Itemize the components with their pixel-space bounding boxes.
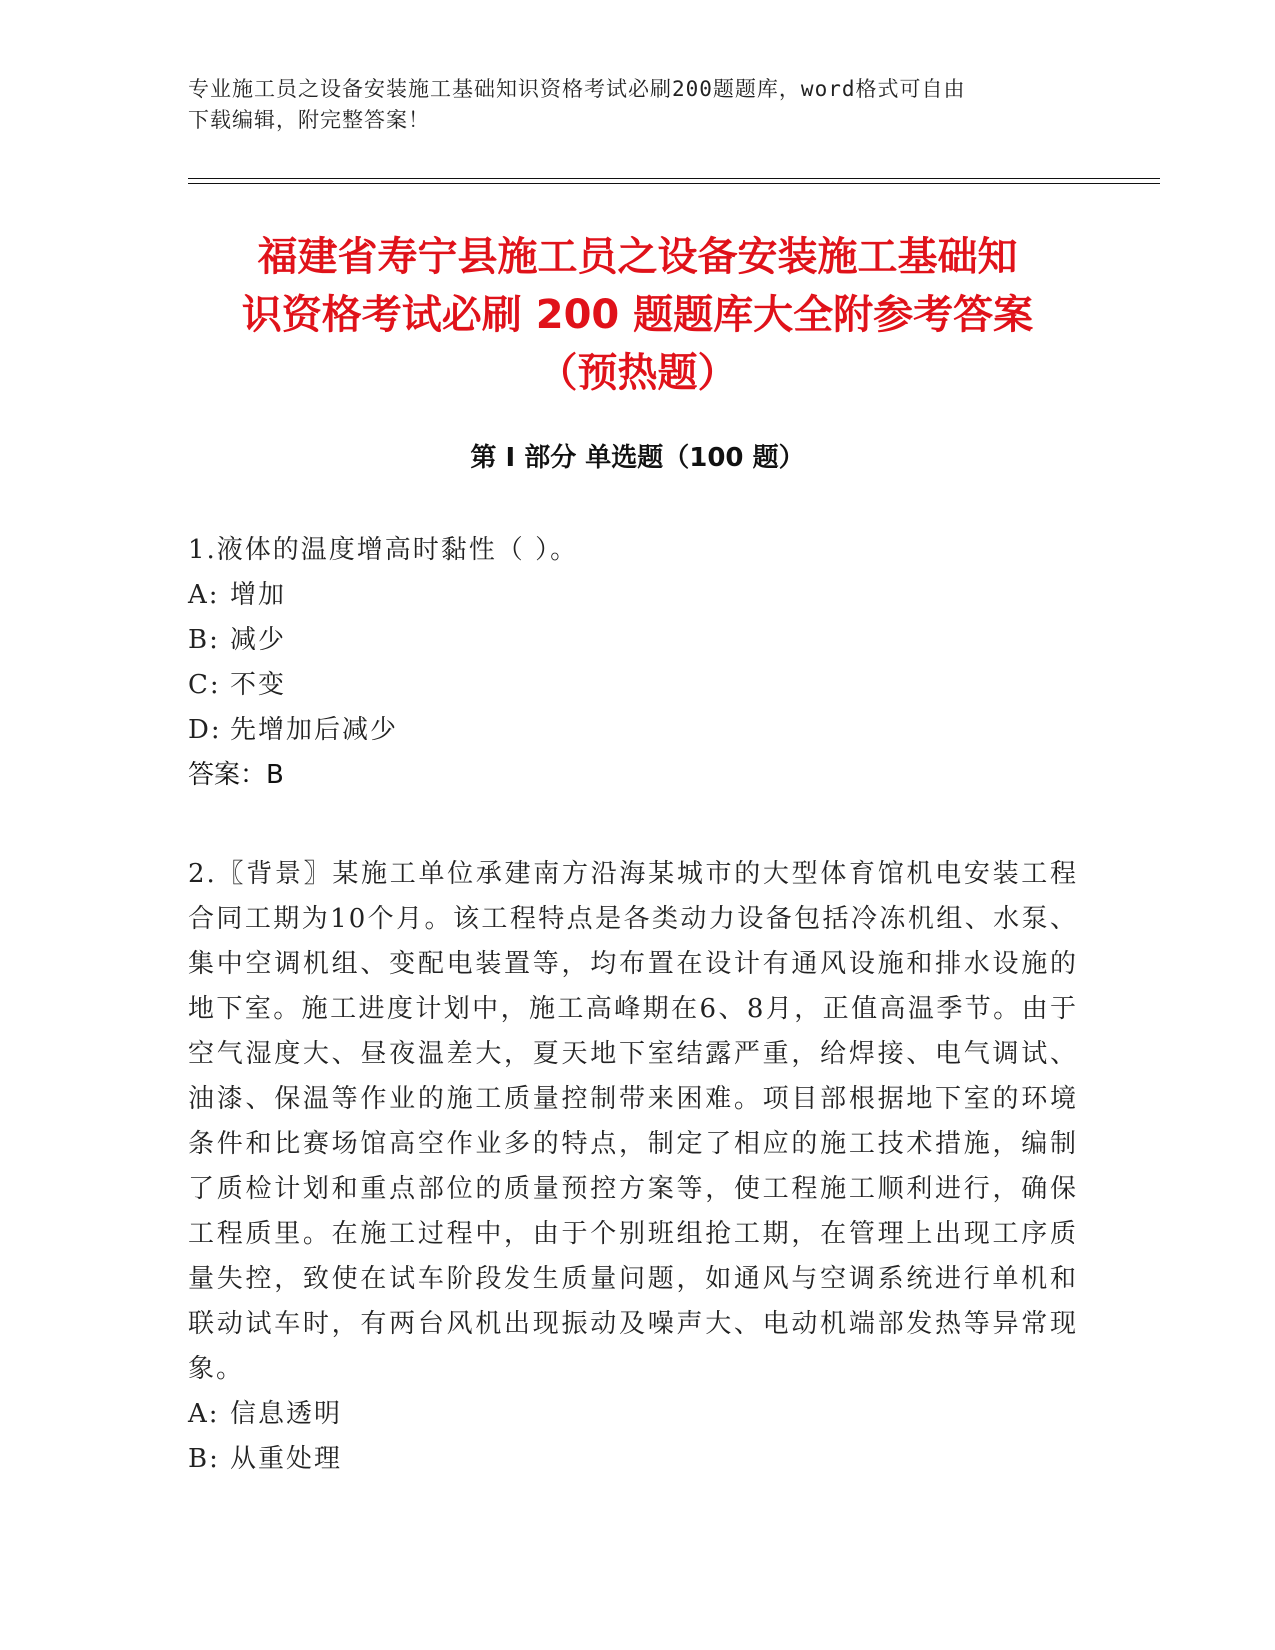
section-heading: 第 I 部分 单选题（100 题）: [470, 443, 805, 473]
header-line-2: 下载编辑，附完整答案！: [188, 108, 430, 132]
option-text: 从重处理: [230, 1444, 343, 1474]
question-2: [188, 852, 1078, 1482]
option-key: D:: [188, 715, 222, 745]
option-text: 减少: [230, 625, 287, 655]
option-text: 先增加后减少: [230, 715, 399, 745]
title-line-1: 福建省寿宁县施工员之设备安装施工基础知: [257, 234, 1018, 280]
option-b: [188, 1437, 1078, 1482]
title-line-2: 识资格考试必刷 200 题题库大全附参考答案: [241, 292, 1034, 338]
option-key: B:: [188, 625, 220, 655]
document-header: [188, 74, 1068, 136]
option-text: 不变: [230, 670, 287, 700]
option-key: A:: [188, 580, 220, 610]
option-d: [188, 708, 1078, 753]
option-a: [188, 573, 1078, 618]
question-stem: 2.〖背景〗某施工单位承建南方沿海某城市的大型体育馆机电安装工程合同工期为10个月。该工程特点是各类动力设备包括冷冻机组、水泵、集中空调机组、变配电装置等，均布置在设计有通风设施和排水设施的地下室。施工进度计划中，施工高峰期在6、8月，正值高温季节。由于空气湿度大、昼夜温差大，夏天地下室结露严重，给焊接、电气调试、油漆、保温等作业的施工质量控制带来困难。项目部根据地下室的环境条件和比赛场馆高空作业多的特点，制定了相应的施工技术措施，编制了质检计划和重点部位的质量预控方案等，使工程施工顺利进行，确保工程质里。在施工过程中，由于个别班组抢工期，在管理上出现工序质量失控，致使在试车阶段发生质量问题，如通风与空调系统进行单机和联动试车时，有两台风机出现振动及噪声大、电动机端部发热等异常现象。: [188, 859, 1078, 1384]
question-1: [188, 528, 1078, 798]
option-key: C:: [188, 670, 221, 700]
title-line-3: （预热题）: [537, 350, 738, 396]
document-title: [150, 228, 1125, 402]
header-line-1: 专业施工员之设备安装施工基础知识资格考试必刷200题题库，word格式可自由: [188, 77, 966, 101]
option-text: 增加: [230, 580, 287, 610]
option-text: 信息透明: [230, 1399, 343, 1429]
answer-text: 答案：B: [188, 760, 284, 790]
header-divider-bottom: [188, 183, 1160, 184]
option-c: [188, 663, 1078, 708]
option-a: [188, 1392, 1078, 1437]
option-key: B:: [188, 1444, 220, 1474]
option-key: A:: [188, 1399, 220, 1429]
header-divider-top: [188, 178, 1160, 179]
option-b: [188, 618, 1078, 663]
question-stem: 1.液体的温度增高时黏性（ ）。: [188, 535, 579, 565]
